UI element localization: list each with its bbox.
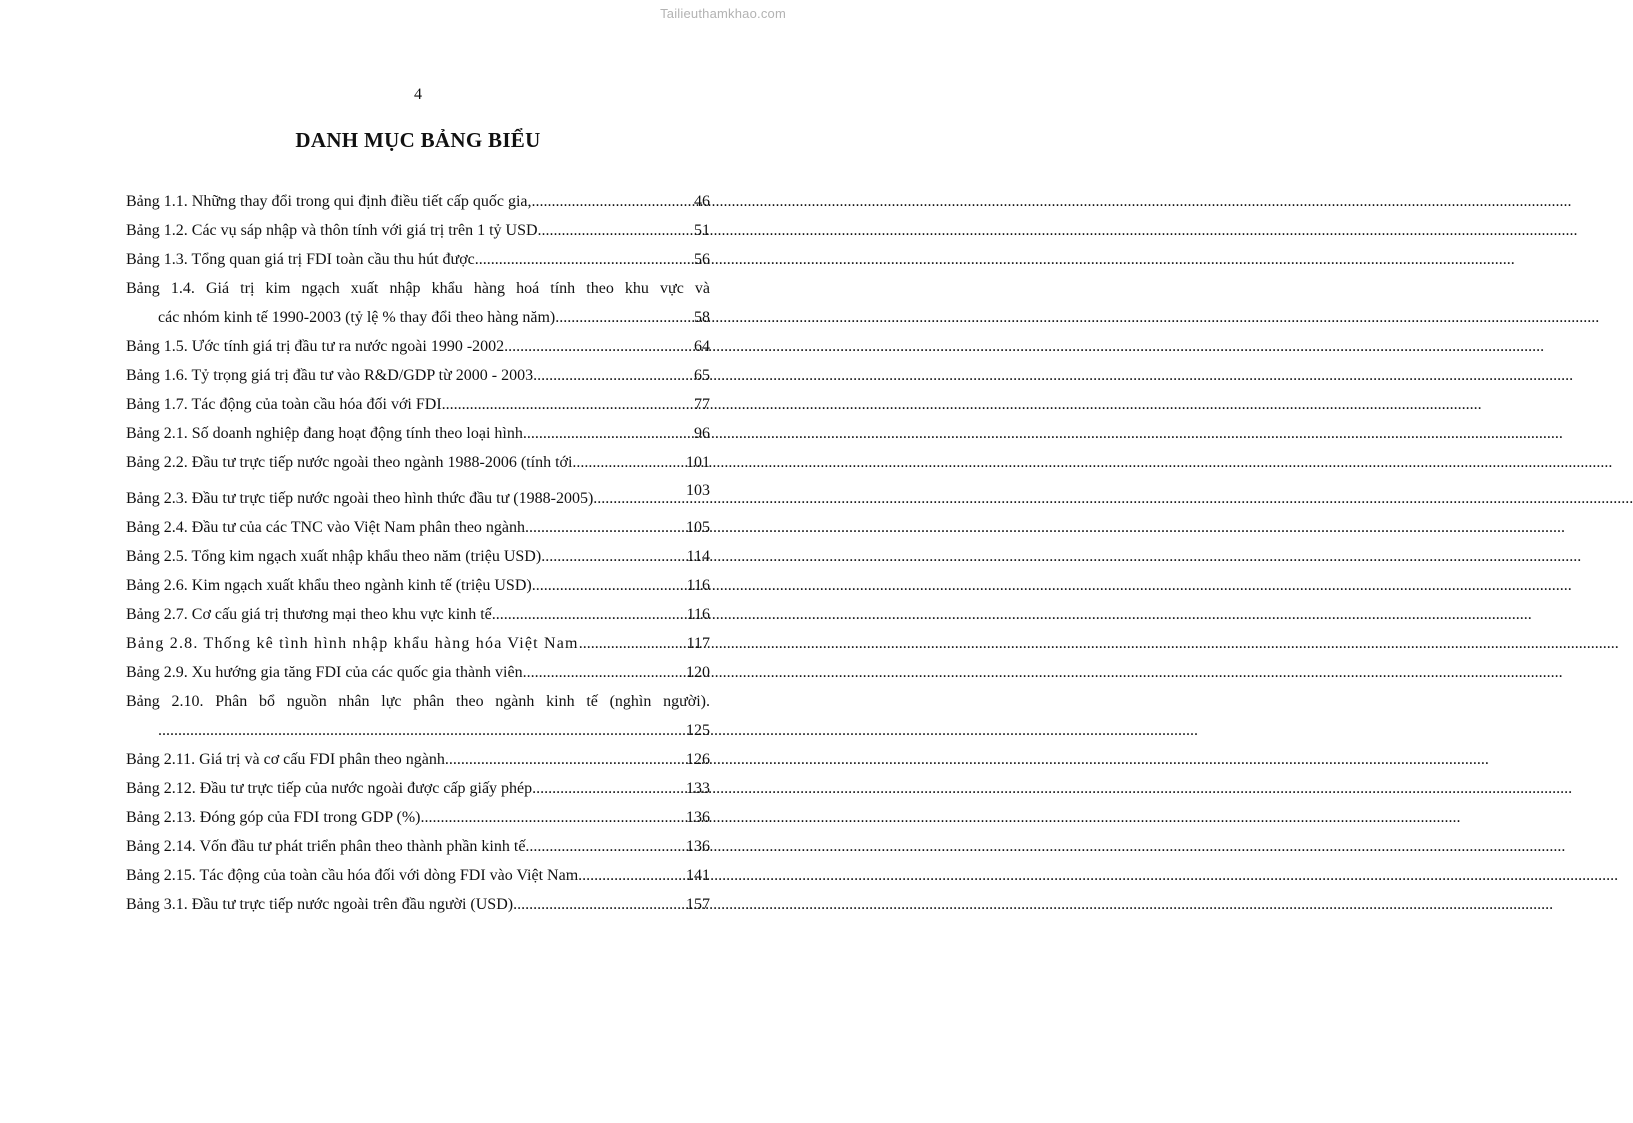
toc-entry-page: 103 xyxy=(686,482,710,499)
dot-leader xyxy=(449,745,686,774)
toc-entry[interactable] xyxy=(126,629,710,658)
dot-leader xyxy=(525,513,686,542)
toc-entry[interactable] xyxy=(126,332,710,361)
toc-entry-page: 125 xyxy=(686,722,710,739)
toc-entry-page: 101 xyxy=(686,454,710,471)
toc-entry[interactable] xyxy=(126,187,710,216)
toc-entry-label: Bảng 2.1. Số doanh nghiệp đang hoạt động tính theo loại hình xyxy=(126,425,523,442)
toc-entry-label: Bảng 1.1. Những thay đổi trong qui định điều tiết cấp quốc gia, xyxy=(126,193,532,210)
toc-entry-page: 96 xyxy=(694,425,710,442)
toc-entry[interactable] xyxy=(126,484,710,513)
toc-entry-label: Bảng 2.8. Thống kê tình hình nhập khẩu hàng hóa Việt Nam xyxy=(126,635,579,652)
dot-leader xyxy=(504,332,694,361)
toc-entry-label: Bảng 3.1. Đầu tư trực tiếp nước ngoài trên đầu người (USD) xyxy=(126,896,514,913)
toc-entry[interactable] xyxy=(126,803,710,832)
toc-entry-label: Bảng 2.10. Phân bổ nguồn nhân lực phân theo ngành kinh tế (nghìn người). xyxy=(126,693,710,710)
toc-entry-line2 xyxy=(126,303,710,332)
toc-entry-page: 126 xyxy=(686,751,710,768)
toc-entry-page: 136 xyxy=(686,838,710,855)
toc-entry-page: 114 xyxy=(686,548,710,565)
toc-entry-label-cont: các nhóm kinh tế 1990-2003 (tỷ lệ % thay đổi theo hàng năm). xyxy=(158,309,560,326)
toc-entry-page: 136 xyxy=(686,809,710,826)
dot-leader xyxy=(593,484,686,513)
toc-entry[interactable] xyxy=(126,274,710,332)
dot-leader xyxy=(525,832,686,861)
toc-entry-page: 46 xyxy=(694,193,710,210)
dot-leader xyxy=(523,658,686,687)
dot-leader xyxy=(513,890,686,919)
toc-entry-label: Bảng 1.6. Tỷ trọng giá trị đầu tư vào R&D/GDP từ 2000 - 2003 xyxy=(126,367,534,384)
toc-entry-label: Bảng 2.9. Xu hướng gia tăng FDI của các quốc gia thành viên xyxy=(126,664,523,681)
dot-leader xyxy=(442,390,694,419)
dot-leader xyxy=(572,448,686,477)
toc-entry[interactable] xyxy=(126,216,710,245)
toc-entry[interactable] xyxy=(126,542,710,571)
toc-entry-page: 141 xyxy=(686,867,710,884)
toc-entry[interactable] xyxy=(126,658,710,687)
dot-leader xyxy=(420,803,686,832)
toc-entry-label: Bảng 1.7. Tác động của toàn cầu hóa đối với FDI xyxy=(126,396,442,413)
toc-entry-page: 105 xyxy=(686,519,710,536)
page-title: DANH MỤC BẢNG BIỂU xyxy=(295,128,541,152)
toc-entry[interactable] xyxy=(126,600,710,629)
toc-entry-page: 65 xyxy=(694,367,710,384)
dot-leader xyxy=(532,571,687,600)
toc-entry-page: 51 xyxy=(694,222,710,239)
toc-entry-page: 58 xyxy=(694,309,710,326)
toc-entry-line2 xyxy=(126,716,710,745)
toc-entry[interactable] xyxy=(126,745,710,774)
dot-leader xyxy=(532,774,686,803)
toc-entry-page: 116 xyxy=(686,606,710,623)
toc-entry[interactable] xyxy=(126,419,710,448)
toc-entry-label: Bảng 1.3. Tổng quan giá trị FDI toàn cầu thu hút được xyxy=(126,251,475,268)
dot-leader xyxy=(541,542,686,571)
dot-leader xyxy=(579,629,687,658)
dot-leader xyxy=(533,361,694,390)
toc-entry[interactable] xyxy=(126,513,710,542)
toc-entry-label: Bảng 2.15. Tác động của toàn cầu hóa đối với dòng FDI vào Việt Nam xyxy=(126,867,579,884)
toc-entry[interactable] xyxy=(126,861,710,890)
toc-entry-label: Bảng 2.4. Đầu tư của các TNC vào Việt Nam phân theo ngành xyxy=(126,519,526,536)
table-list xyxy=(126,187,710,919)
toc-entry-label: Bảng 1.5. Ước tính giá trị đầu tư ra nước ngoài 1990 -2002 xyxy=(126,338,505,355)
toc-entry-page: 117 xyxy=(686,635,710,652)
toc-entry-label: Bảng 2.2. Đầu tư trực tiếp nước ngoài theo ngành 1988-2006 (tính tới xyxy=(126,454,573,471)
dot-leader xyxy=(578,861,686,890)
toc-entry-label: Bảng 2.5. Tổng kim ngạch xuất nhập khẩu theo năm (triệu USD) xyxy=(126,548,542,565)
toc-entry-label: Bảng 1.4. Giá trị kim ngạch xuất nhập khẩu hàng hoá tính theo khu vực và xyxy=(126,280,710,297)
toc-entry-page: 56 xyxy=(694,251,710,268)
toc-entry-page: 133 xyxy=(686,780,710,797)
toc-entry-page: 157 xyxy=(686,896,710,913)
toc-entry[interactable] xyxy=(126,361,710,390)
toc-entry-label: Bảng 1.2. Các vụ sáp nhập và thôn tính với giá trị trên 1 tỷ USD xyxy=(126,222,538,239)
toc-entry-label: Bảng 2.11. Giá trị và cơ cấu FDI phân theo ngành. xyxy=(126,751,449,768)
dot-leader xyxy=(492,600,687,629)
toc-entry-label: Bảng 2.13. Đóng góp của FDI trong GDP (%) xyxy=(126,809,421,826)
toc-entry[interactable] xyxy=(126,390,710,419)
toc-entry[interactable] xyxy=(126,571,710,600)
dot-leader xyxy=(532,187,695,216)
toc-entry[interactable] xyxy=(126,687,710,745)
toc-entry-page: 116 xyxy=(686,577,710,594)
dot-leader xyxy=(523,419,694,448)
dot-leader xyxy=(158,716,686,745)
toc-entry-label: Bảng 2.14. Vốn đầu tư phát triển phân theo thành phần kinh tế xyxy=(126,838,526,855)
toc-entry-page: 120 xyxy=(686,664,710,681)
toc-entry-page: 64 xyxy=(694,338,710,355)
toc-entry[interactable] xyxy=(126,448,710,477)
toc-entry-label: Bảng 2.7. Cơ cấu giá trị thương mại theo khu vực kinh tế xyxy=(126,606,492,623)
toc-entry-label: Bảng 2.3. Đầu tư trực tiếp nước ngoài theo hình thức đầu tư (1988-2005) xyxy=(126,490,594,507)
watermark: Tailieuthamkhao.com xyxy=(660,6,786,21)
dot-leader xyxy=(475,245,694,274)
toc-entry[interactable] xyxy=(126,245,710,274)
toc-entry-page: 77 xyxy=(694,396,710,413)
toc-entry[interactable] xyxy=(126,890,710,919)
toc-entry-label: Bảng 2.6. Kim ngạch xuất khẩu theo ngành kinh tế (triệu USD) xyxy=(126,577,532,594)
dot-leader xyxy=(559,303,694,332)
page-number: 4 xyxy=(414,86,422,103)
toc-entry[interactable] xyxy=(126,774,710,803)
dot-leader xyxy=(538,216,694,245)
toc-entry[interactable] xyxy=(126,832,710,861)
toc-entry-label: Bảng 2.12. Đầu tư trực tiếp của nước ngoài được cấp giấy phép xyxy=(126,780,533,797)
